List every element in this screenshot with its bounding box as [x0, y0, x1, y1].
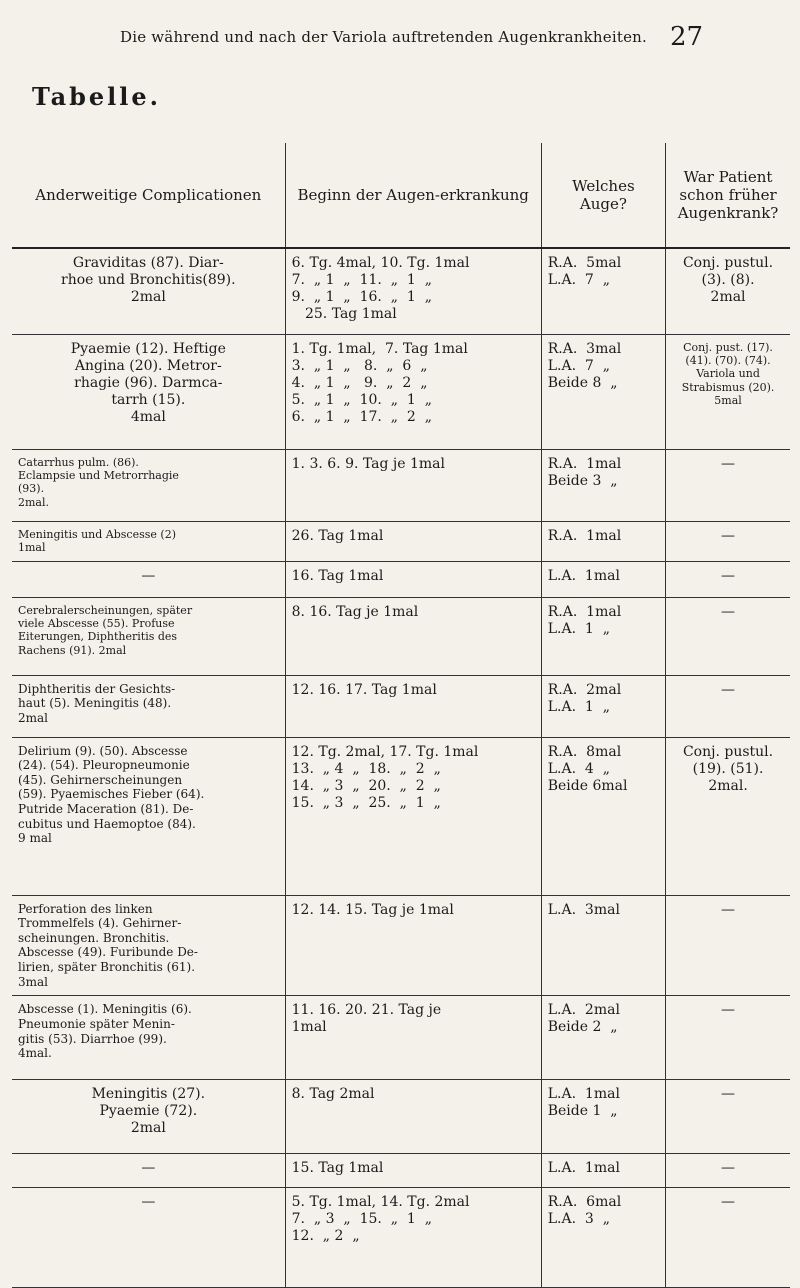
header-prior-eye-disease: War Patient schon früher Augenkrank? — [666, 143, 790, 248]
cell-line: Conj. pustul. — [682, 743, 774, 760]
cell-line: Perforation des linken — [18, 901, 153, 916]
eye-cell — [541, 737, 665, 895]
cell-line: — — [721, 527, 736, 544]
table-row — [12, 597, 790, 675]
table-body — [12, 248, 790, 1288]
prior-disease-cell — [666, 1080, 790, 1154]
cell-line: (93). — [18, 482, 45, 496]
cell-line: 16. Tag 1mal — [291, 567, 384, 584]
cell-line: 13. „ 4 „ 18. „ 2 „ — [291, 760, 441, 777]
onset-cell — [285, 334, 541, 449]
cell-line: 7. „ 1 „ 11. „ 1 „ — [291, 272, 432, 289]
prior-disease-cell — [666, 1188, 790, 1288]
cell-line: 4mal. — [18, 1046, 52, 1061]
cell-line: — — [721, 567, 736, 584]
cell-line: Graviditas (87). Diar- — [72, 255, 224, 271]
cell-line: Pneumonie später Menin- — [18, 1016, 175, 1031]
cell-line: 15. Tag 1mal — [291, 1160, 384, 1177]
prior-disease-cell — [666, 521, 790, 561]
table-row — [12, 1154, 790, 1188]
cell-line: — — [141, 1160, 156, 1177]
prior-disease-cell — [666, 737, 790, 895]
cell-line: (59). Pyaemisches Fieber (64). — [18, 787, 205, 802]
complications-table — [12, 143, 790, 1288]
complications-cell — [12, 1188, 285, 1288]
eye-cell — [541, 675, 665, 737]
prior-disease-cell — [666, 334, 790, 449]
cell-line: Meningitis (27). — [91, 1086, 206, 1103]
cell-line: (45). Gehirnerscheinungen — [18, 772, 183, 787]
cell-line: Cerebralerscheinungen, später — [18, 603, 193, 617]
cell-line: (19). (51). — [692, 760, 764, 777]
cell-line: L.A. 7 „ — [547, 272, 610, 289]
cell-line: Pyaemie (72). — [99, 1103, 198, 1120]
cell-line: 5mal — [714, 394, 742, 408]
cell-line: L.A. 4 „ — [547, 760, 610, 777]
cell-line: 2mal — [710, 289, 746, 306]
cell-line: 11. 16. 20. 21. Tag je — [291, 1002, 442, 1019]
eye-cell — [541, 334, 665, 449]
cell-line: Beide 2 „ — [547, 1019, 618, 1036]
cell-line: 12. „ 2 „ — [291, 1228, 360, 1245]
cell-line: L.A. 1mal — [547, 1086, 620, 1103]
eye-cell — [541, 1154, 665, 1188]
cell-line: 1. 3. 6. 9. Tag je 1mal — [291, 455, 445, 472]
cell-line: Beide 3 „ — [547, 472, 618, 489]
eye-cell — [541, 1080, 665, 1154]
cell-line: L.A. 1 „ — [547, 698, 610, 715]
complications-cell — [12, 675, 285, 737]
eye-cell — [541, 521, 665, 561]
prior-disease-cell — [666, 1154, 790, 1188]
table-row — [12, 737, 790, 895]
cell-line: — — [141, 567, 156, 584]
complications-cell — [12, 449, 285, 521]
onset-cell — [285, 561, 541, 597]
table-row — [12, 334, 790, 449]
table-row — [12, 1188, 790, 1288]
complications-cell — [12, 561, 285, 597]
prior-disease-cell — [666, 449, 790, 521]
cell-line: L.A. 3mal — [547, 901, 620, 918]
cell-line: Diphtheritis der Gesichts- — [18, 681, 176, 696]
cell-line: 7. „ 3 „ 15. „ 1 „ — [291, 1211, 432, 1228]
cell-line: 14. „ 3 „ 20. „ 2 „ — [291, 777, 441, 794]
cell-line: 12. 16. 17. Tag 1mal — [291, 681, 437, 698]
cell-line: — — [141, 1194, 156, 1211]
cell-line: 26. Tag 1mal — [291, 527, 384, 544]
onset-cell — [285, 1188, 541, 1288]
cell-line: 2mal — [130, 1120, 166, 1137]
complications-cell — [12, 1080, 285, 1154]
cell-line: — — [721, 455, 736, 472]
table-row — [12, 895, 790, 996]
cell-line: — — [721, 1002, 736, 1019]
complications-cell — [12, 895, 285, 996]
prior-disease-cell — [666, 248, 790, 334]
cell-line: Variola und — [696, 367, 760, 381]
complications-cell — [12, 737, 285, 895]
header-onset: Beginn der Augen-erkrankung — [285, 143, 541, 248]
prior-disease-cell — [666, 996, 790, 1080]
cell-line: Strabismus (20). — [681, 380, 775, 394]
prior-disease-cell — [666, 895, 790, 996]
cell-line: R.A. 1mal — [547, 603, 622, 620]
cell-line: Putride Maceration (81). De- — [18, 802, 194, 816]
cell-line: R.A. 1mal — [547, 527, 622, 544]
cell-line: L.A. 1mal — [547, 1160, 620, 1177]
onset-cell — [285, 675, 541, 737]
cell-line: rhoe und Bronchitis(89). — [61, 272, 236, 289]
cell-line: Eiterungen, Diphtheritis des — [18, 630, 178, 644]
cell-line: 1. Tg. 1mal, 7. Tag 1mal — [291, 340, 468, 357]
complications-cell — [12, 1154, 285, 1188]
cell-line: Catarrhus pulm. (86). — [18, 455, 139, 469]
eye-cell — [541, 248, 665, 334]
cell-line: 6. Tg. 4mal, 10. Tg. 1mal — [291, 255, 470, 271]
onset-cell — [285, 1154, 541, 1188]
cell-line: R.A. 8mal — [547, 743, 622, 760]
onset-cell — [285, 248, 541, 334]
cell-line: Meningitis und Abscesse (2) — [18, 527, 176, 541]
cell-line: Conj. pustul. — [682, 255, 774, 271]
eye-cell — [541, 561, 665, 597]
cell-line: R.A. 5mal — [547, 255, 622, 271]
complications-cell — [12, 996, 285, 1080]
cell-line: Pyaemie (12). Heftige — [70, 340, 226, 357]
header-which-eye: Welches Auge? — [541, 143, 665, 248]
cell-line: 2mal. — [708, 777, 748, 794]
cell-line: rhagie (96). Darmca- — [74, 374, 223, 391]
cell-line: Delirium (9). (50). Abscesse — [18, 743, 188, 758]
prior-disease-cell — [666, 597, 790, 675]
cell-line: 9 mal — [18, 831, 52, 846]
complications-cell — [12, 521, 285, 561]
running-title: Die während und nach der Variola auftretenden Augenkrankheiten. — [120, 28, 647, 46]
cell-line: Conj. pust. (17). — [683, 340, 773, 354]
eye-cell — [541, 1188, 665, 1288]
cell-line: Beide 6mal — [547, 777, 628, 794]
cell-line: 3mal — [18, 974, 49, 989]
cell-line: Eclampsie und Metrorrhagie — [18, 468, 179, 482]
cell-line: haut (5). Meningitis (48). — [18, 696, 172, 711]
cell-line: 9. „ 1 „ 16. „ 1 „ — [291, 289, 432, 306]
prior-disease-cell — [666, 561, 790, 597]
table-row — [12, 449, 790, 521]
cell-line: 2mal — [130, 289, 166, 306]
table-row — [12, 521, 790, 561]
cell-line: (41). (70). (74). — [685, 353, 771, 367]
cell-line: L.A. 1 „ — [547, 620, 610, 637]
prior-disease-cell — [666, 675, 790, 737]
onset-cell — [285, 996, 541, 1080]
onset-cell — [285, 597, 541, 675]
cell-line: 5. „ 1 „ 10. „ 1 „ — [291, 391, 432, 408]
table-row — [12, 561, 790, 597]
page-number: 27 — [670, 22, 704, 52]
header-complications: Anderweitige Complicationen — [12, 143, 285, 248]
header-row — [12, 143, 790, 248]
cell-line: — — [721, 901, 736, 918]
cell-line: gitis (53). Diarrhoe (99). — [18, 1031, 167, 1046]
complications-cell — [12, 597, 285, 675]
cell-line: L.A. 1mal — [547, 567, 620, 584]
cell-line: R.A. 3mal — [547, 340, 622, 357]
cell-line: 25. Tag 1mal — [291, 306, 397, 323]
eye-cell — [541, 996, 665, 1080]
cell-line: L.A. 2mal — [547, 1002, 620, 1019]
cell-line: Abscesse (49). Furibunde De- — [18, 945, 198, 960]
cell-line: 1mal — [18, 540, 46, 554]
onset-cell — [285, 737, 541, 895]
table-row — [12, 1080, 790, 1154]
cell-line: — — [721, 1086, 736, 1103]
cell-line: R.A. 1mal — [547, 455, 622, 472]
cell-line: viele Abscesse (55). Profuse — [18, 616, 175, 630]
cell-line: Beide 8 „ — [547, 374, 618, 391]
table-row — [12, 996, 790, 1080]
cell-line: 1mal — [291, 1019, 327, 1036]
cell-line: — — [721, 1160, 736, 1177]
cell-line: — — [721, 603, 736, 620]
cell-line: 4mal — [130, 408, 166, 425]
cell-line: 8. Tag 2mal — [291, 1086, 375, 1103]
cell-line: 2mal — [18, 710, 49, 725]
onset-cell — [285, 449, 541, 521]
eye-cell — [541, 449, 665, 521]
table-row — [12, 248, 790, 334]
eye-cell — [541, 895, 665, 996]
cell-line: — — [721, 681, 736, 698]
cell-line: 3. „ 1 „ 8. „ 6 „ — [291, 357, 428, 374]
cell-line: R.A. 6mal — [547, 1194, 622, 1211]
cell-line: L.A. 3 „ — [547, 1211, 610, 1228]
cell-line: Abscesse (1). Meningitis (6). — [18, 1002, 192, 1017]
cell-line: tarrh (15). — [111, 391, 186, 408]
eye-cell — [541, 597, 665, 675]
cell-line: 15. „ 3 „ 25. „ 1 „ — [291, 794, 441, 811]
cell-line: 2mal. — [18, 495, 50, 509]
cell-line: 5. Tg. 1mal, 14. Tg. 2mal — [291, 1194, 470, 1211]
cell-line: Rachens (91). 2mal — [18, 643, 127, 657]
cell-line: scheinungen. Bronchitis. — [18, 930, 170, 945]
cell-line: (3). (8). — [701, 272, 755, 289]
cell-line: 4. „ 1 „ 9. „ 2 „ — [291, 374, 428, 391]
cell-line: 8. 16. Tag je 1mal — [291, 603, 419, 620]
cell-line: 6. „ 1 „ 17. „ 2 „ — [291, 408, 432, 425]
onset-cell — [285, 1080, 541, 1154]
table-title: Tabelle. — [32, 82, 162, 111]
complications-cell — [12, 248, 285, 334]
cell-line: Beide 1 „ — [547, 1103, 618, 1120]
table-row — [12, 675, 790, 737]
cell-line: R.A. 2mal — [547, 681, 622, 698]
cell-line: Angina (20). Metror- — [74, 357, 222, 374]
onset-cell — [285, 895, 541, 996]
onset-cell — [285, 521, 541, 561]
cell-line: lirien, später Bronchitis (61). — [18, 960, 196, 974]
cell-line: Trommelfels (4). Gehirner- — [18, 916, 182, 931]
cell-line: (24). (54). Pleuropneumonie — [18, 758, 190, 773]
cell-line: 12. 14. 15. Tag je 1mal — [291, 901, 454, 918]
cell-line: cubitus und Haemoptoe (84). — [18, 816, 196, 831]
cell-line: 12. Tg. 2mal, 17. Tg. 1mal — [291, 743, 479, 760]
cell-line: — — [721, 1194, 736, 1211]
complications-cell — [12, 334, 285, 449]
cell-line: L.A. 7 „ — [547, 357, 610, 374]
